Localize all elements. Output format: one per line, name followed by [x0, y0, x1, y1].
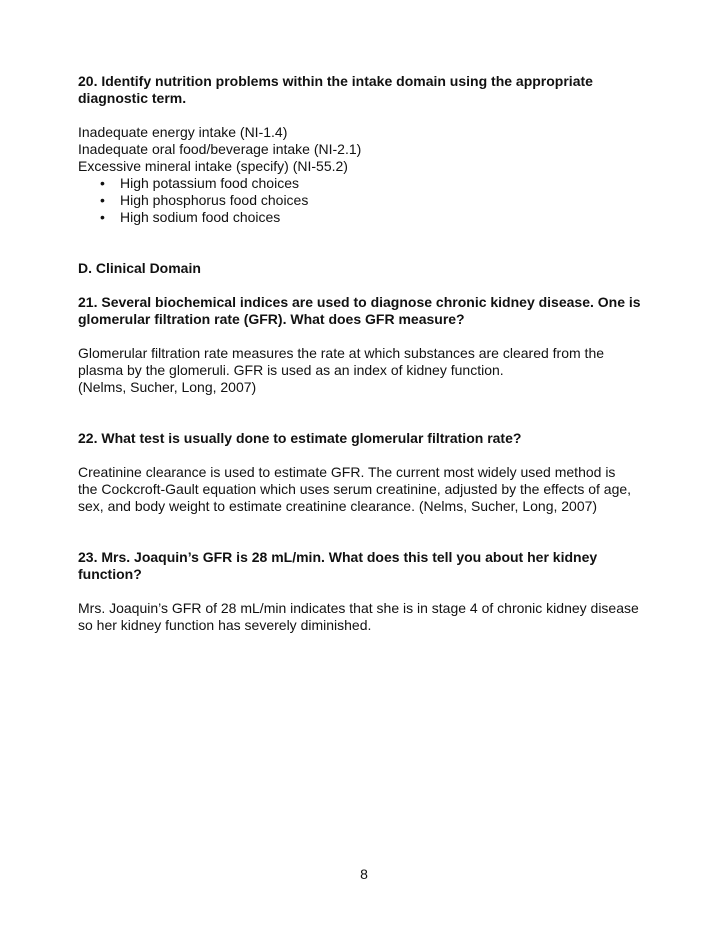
answer-22-line-2: the Cockcroft-Gault equation which uses serum creatinine, adjusted by the effects of age, — [78, 481, 632, 497]
answer-21-line-1: Glomerular filtration rate measures the rate at which substances are cleared from the — [78, 345, 605, 361]
question-22-text: 22. What test is usually done to estimate glomerular filtration rate? — [78, 430, 522, 446]
answer-20-item-1: Inadequate energy intake (NI-1.4) — [78, 124, 288, 140]
question-20-line-2: diagnostic term. — [78, 90, 187, 106]
question-20-text — [78, 73, 668, 107]
bullet-item: • High phosphorus food choices — [98, 192, 668, 209]
question-23 — [78, 549, 668, 634]
question-21-line-1: 21. Several biochemical indices are used to diagnose chronic kidney disease. One is — [78, 294, 641, 310]
question-23-text — [78, 549, 668, 583]
question-22 — [78, 430, 668, 515]
answer-22-line-3: sex, and body weight to estimate creatinine clearance. (Nelms, Sucher, Long, 2007) — [78, 498, 598, 514]
answer-20-bullet-list — [78, 175, 668, 226]
question-21-line-2: glomerular filtration rate (GFR). What does GFR measure? — [78, 311, 465, 327]
question-21 — [78, 294, 668, 396]
answer-21-citation: (Nelms, Sucher, Long, 2007) — [78, 379, 257, 395]
question-21-text — [78, 294, 668, 328]
question-23-line-2: function? — [78, 566, 142, 582]
section-heading-clinical-domain: D. Clinical Domain — [78, 260, 201, 276]
answer-21-line-2: plasma by the glomeruli. GFR is used as an index of kidney function. — [78, 362, 504, 378]
bullet-item: • High potassium food choices — [98, 175, 668, 192]
question-23-line-1: 23. Mrs. Joaquin’s GFR is 28 mL/min. What does this tell you about her kidney — [78, 549, 598, 565]
answer-23-line-1: Mrs. Joaquin’s GFR of 28 mL/min indicates that she is in stage 4 of chronic kidney disease — [78, 600, 639, 616]
answer-20-item-2: Inadequate oral food/beverage intake (NI-2.1) — [78, 141, 362, 157]
answer-21 — [78, 345, 668, 396]
answer-23 — [78, 600, 668, 634]
question-20 — [78, 73, 668, 226]
answer-23-line-2: so her kidney function has severely diminished. — [78, 617, 372, 633]
page-number: 8 — [360, 866, 368, 882]
answer-22-line-1: Creatinine clearance is used to estimate GFR. The current most widely used method is — [78, 464, 616, 480]
answer-22 — [78, 464, 668, 515]
bullet-item: • High sodium food choices — [98, 209, 668, 226]
question-20-line-1: 20. Identify nutrition problems within the intake domain using the appropriate — [78, 73, 593, 89]
answer-20-item-3: Excessive mineral intake (specify) (NI-55.2) — [78, 158, 348, 174]
answer-20 — [78, 124, 668, 175]
document-page — [78, 73, 668, 634]
